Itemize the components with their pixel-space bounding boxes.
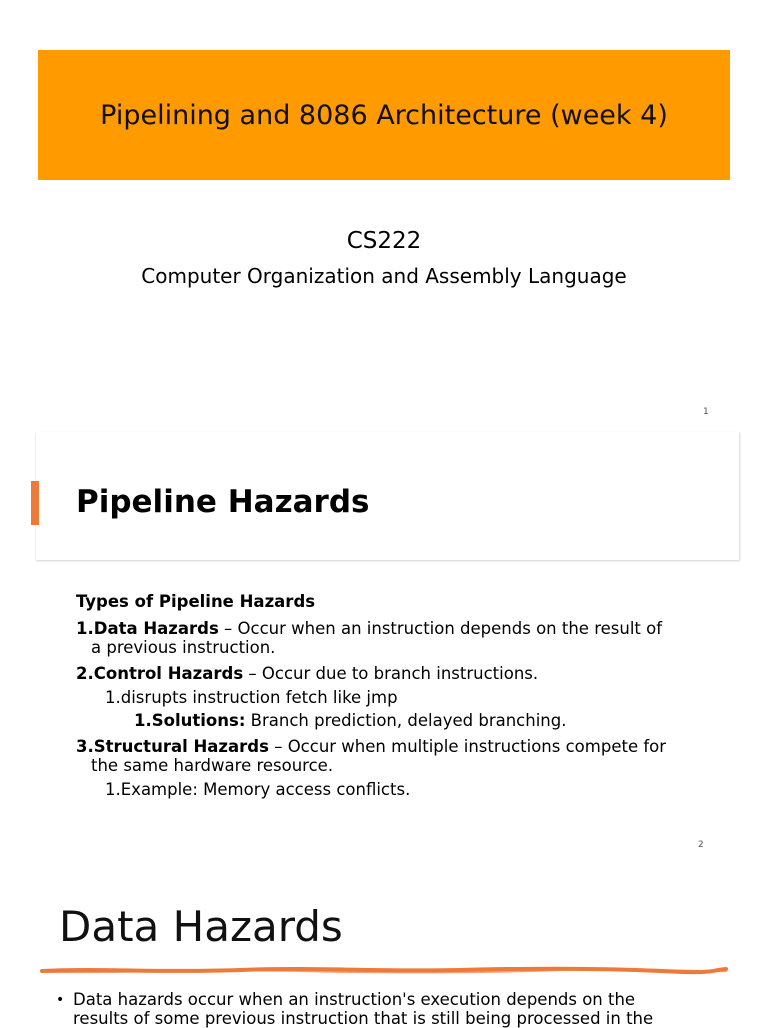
title-underline xyxy=(40,964,730,976)
sub-list-item xyxy=(105,780,410,799)
sub-list-item xyxy=(105,688,398,707)
list-number: 2. xyxy=(76,664,94,683)
list-number: 3. xyxy=(76,737,94,756)
term-data-hazards: Data Hazards xyxy=(93,619,219,638)
term-solutions: Solutions: xyxy=(151,711,246,730)
sub-sub-list-item xyxy=(134,711,566,730)
item-text: – Occur when an instruction depends on the result of xyxy=(218,619,663,638)
list-number: 1. xyxy=(76,619,94,638)
accent-bar xyxy=(31,481,39,525)
course-code: CS222 xyxy=(346,228,422,254)
bullet-dot: • xyxy=(56,992,65,1008)
list-item-continuation: a previous instruction. xyxy=(91,638,276,657)
item-text: disrupts instruction fetch like jmp xyxy=(120,688,398,707)
item-text: Example: Memory access conflicts. xyxy=(120,780,411,799)
bullet-text-line-2: results of some previous instruction that is still being processed in the xyxy=(73,1009,654,1028)
item-text: – Occur when multiple instructions compete for xyxy=(268,737,667,756)
list-item-continuation: the same hardware resource. xyxy=(91,756,334,775)
slide-1-title: Pipelining and 8086 Architecture (week 4) xyxy=(100,99,668,131)
title-banner xyxy=(38,50,730,180)
list-item-structural-hazards xyxy=(76,737,666,756)
slide-2-title: Pipeline Hazards xyxy=(76,484,370,520)
term-control-hazards: Control Hazards xyxy=(93,664,244,683)
course-name: Computer Organization and Assembly Language xyxy=(141,264,627,288)
list-number: 1. xyxy=(105,688,121,707)
item-text: Branch prediction, delayed branching. xyxy=(245,711,567,730)
item-text: – Occur due to branch instructions. xyxy=(243,664,539,683)
list-item-data-hazards xyxy=(76,619,662,638)
slide-3-title: Data Hazards xyxy=(59,902,343,951)
list-item-control-hazards xyxy=(76,664,538,683)
page-number-1: 1 xyxy=(703,407,709,417)
term-structural-hazards: Structural Hazards xyxy=(93,737,269,756)
list-number: 1. xyxy=(105,780,121,799)
page-number-2: 2 xyxy=(698,840,704,850)
hazard-types-heading: Types of Pipeline Hazards xyxy=(76,592,316,611)
list-number: 1. xyxy=(134,711,152,730)
bullet-text-line-1: Data hazards occur when an instruction's execution depends on the xyxy=(73,990,636,1009)
slide-1 xyxy=(0,0,768,425)
